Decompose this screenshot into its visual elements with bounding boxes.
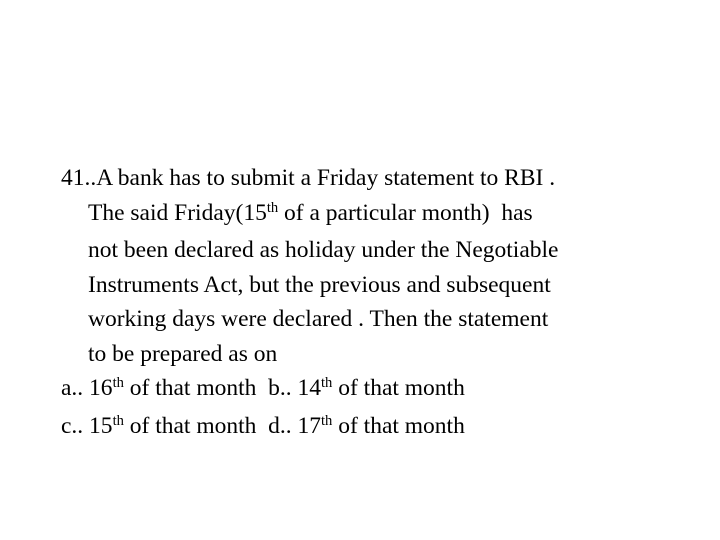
option-a[interactable] [61,375,256,401]
question-line-2-text: The said Friday(15 [88,199,267,226]
option-d[interactable] [268,413,465,439]
question-line-1: 41..A bank has to submit a Friday statement to RBI . [61,165,556,191]
ordinal-suffix: th [266,199,279,216]
question-block [61,161,701,446]
option-c-suffix: of that month [123,412,257,439]
question-line-5: working days were declared . Then the statement [88,306,549,332]
option-d-suffix: of that month [332,412,465,439]
option-c-ordinal: th [112,412,124,429]
question-line-2 [61,196,701,234]
option-d-prefix: d.. 17 [268,412,322,439]
options-row-2 [61,409,701,447]
question-line-6: to be prepared as on [88,340,278,367]
option-a-suffix: of that month [123,375,257,401]
option-c-prefix: c.. 15 [61,412,113,439]
option-b[interactable] [268,375,465,401]
question-line-4: Instruments Act, but the previous and subsequent [88,271,551,298]
option-b-prefix: b.. 14 [268,375,322,401]
question-line-2-rest: of a particular month) has [278,199,533,226]
question-line-3: not been declared as holiday under the Negotiable [88,237,559,263]
option-a-ordinal: th [112,375,124,392]
option-d-ordinal: th [321,412,333,429]
options-row-1 [61,371,701,409]
option-a-prefix: a.. 16 [61,375,113,401]
option-b-suffix: of that month [332,375,465,401]
option-b-ordinal: th [321,375,333,392]
option-c[interactable] [61,413,256,439]
